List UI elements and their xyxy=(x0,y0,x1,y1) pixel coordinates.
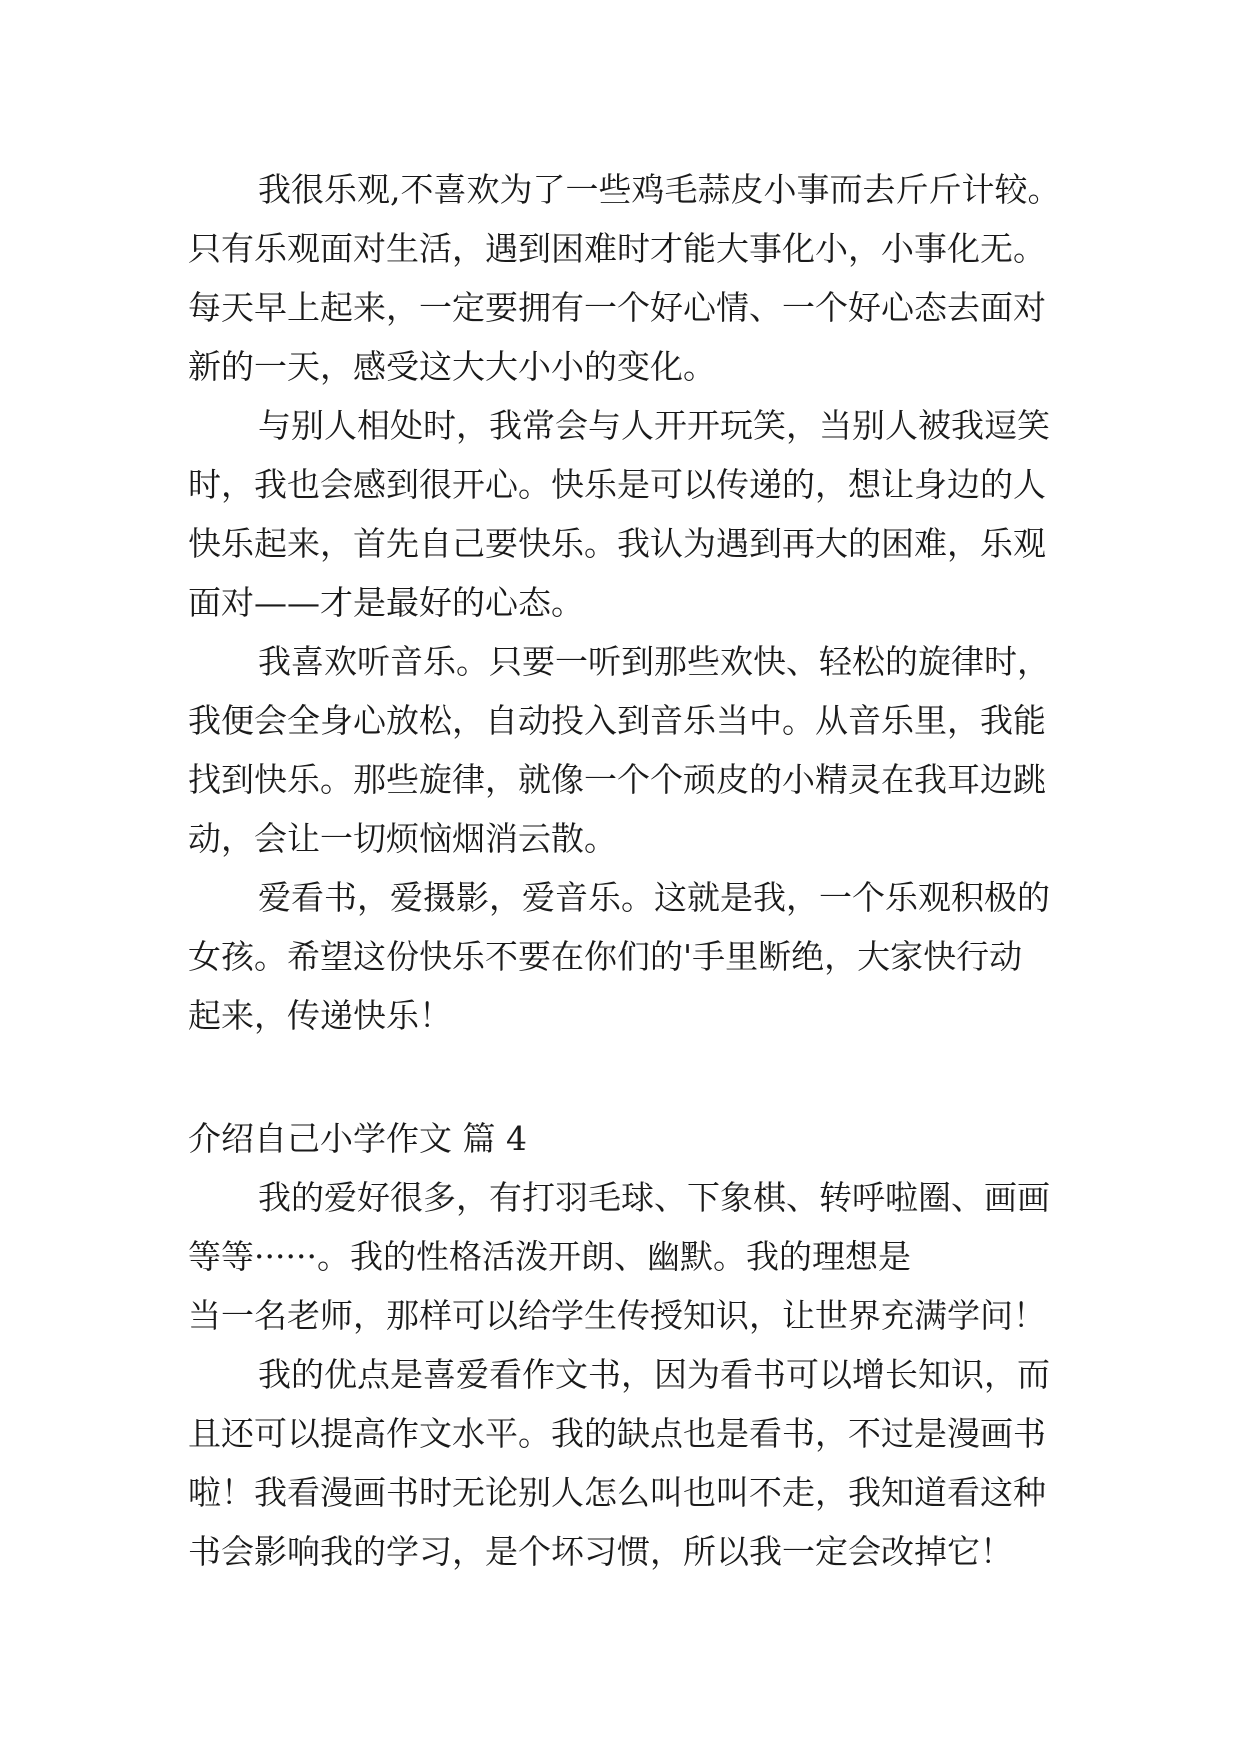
paragraph-1 xyxy=(188,160,1088,396)
text-line: 面对——才是最好的心态。 xyxy=(188,583,584,622)
text-line: 当一名老师，那样可以给学生传授知识，让世界充满学问！ xyxy=(188,1296,1046,1335)
text-line: 我很乐观,不喜欢为了一些鸡毛蒜皮小事而去斤斤计较。 xyxy=(258,170,1061,209)
text-line: 与别人相处时，我常会与人开开玩笑，当别人被我逗笑 xyxy=(258,406,1050,445)
document-body xyxy=(188,160,1088,1581)
paragraph-5 xyxy=(188,1168,1088,1345)
text-line: 只有乐观面对生活，遇到困难时才能大事化小，小事化无。 xyxy=(188,229,1046,268)
paragraph-6 xyxy=(188,1345,1088,1581)
paragraph-3 xyxy=(188,632,1088,868)
paragraph-2 xyxy=(188,396,1088,632)
text-line: 动，会让一切烦恼烟消云散。 xyxy=(188,819,617,858)
text-line: 我的优点是喜爱看作文书，因为看书可以增长知识，而 xyxy=(258,1355,1050,1394)
text-line: 我喜欢听音乐。只要一听到那些欢快、轻松的旋律时， xyxy=(258,642,1050,681)
text-line: 啦！我看漫画书时无论别人怎么叫也叫不走，我知道看这种 xyxy=(188,1473,1046,1512)
text-line: 等等······。我的性格活泼开朗、幽默。我的理想是 xyxy=(188,1237,911,1276)
text-line: 起来，传递快乐！ xyxy=(188,996,452,1035)
text-line: 时，我也会感到很开心。快乐是可以传递的，想让身边的人 xyxy=(188,465,1046,504)
text-line: 我的爱好很多，有打羽毛球、下象棋、转呼啦圈、画画 xyxy=(258,1178,1050,1217)
text-line: 找到快乐。那些旋律，就像一个个顽皮的小精灵在我耳边跳 xyxy=(188,760,1046,799)
text-line: 爱看书，爱摄影，爱音乐。这就是我，一个乐观积极的 xyxy=(258,878,1050,917)
text-line: 每天早上起来，一定要拥有一个好心情、一个好心态去面对 xyxy=(188,288,1046,327)
text-line: 新的一天，感受这大大小小的变化。 xyxy=(188,347,716,386)
text-line: 女孩。希望这份快乐不要在你们的'手里断绝，大家快行动 xyxy=(188,937,1023,976)
text-line: 快乐起来，首先自己要快乐。我认为遇到再大的困难，乐观 xyxy=(188,524,1046,563)
paragraph-4 xyxy=(188,868,1088,1045)
text-line: 书会影响我的学习，是个坏习惯，所以我一定会改掉它！ xyxy=(188,1532,1013,1571)
text-line: 且还可以提高作文水平。我的缺点也是看书，不过是漫画书 xyxy=(188,1414,1046,1453)
text-line: 我便会全身心放松，自动投入到音乐当中。从音乐里，我能 xyxy=(188,701,1046,740)
section-heading: 介绍自己小学作文 篇 4 xyxy=(188,1119,527,1158)
